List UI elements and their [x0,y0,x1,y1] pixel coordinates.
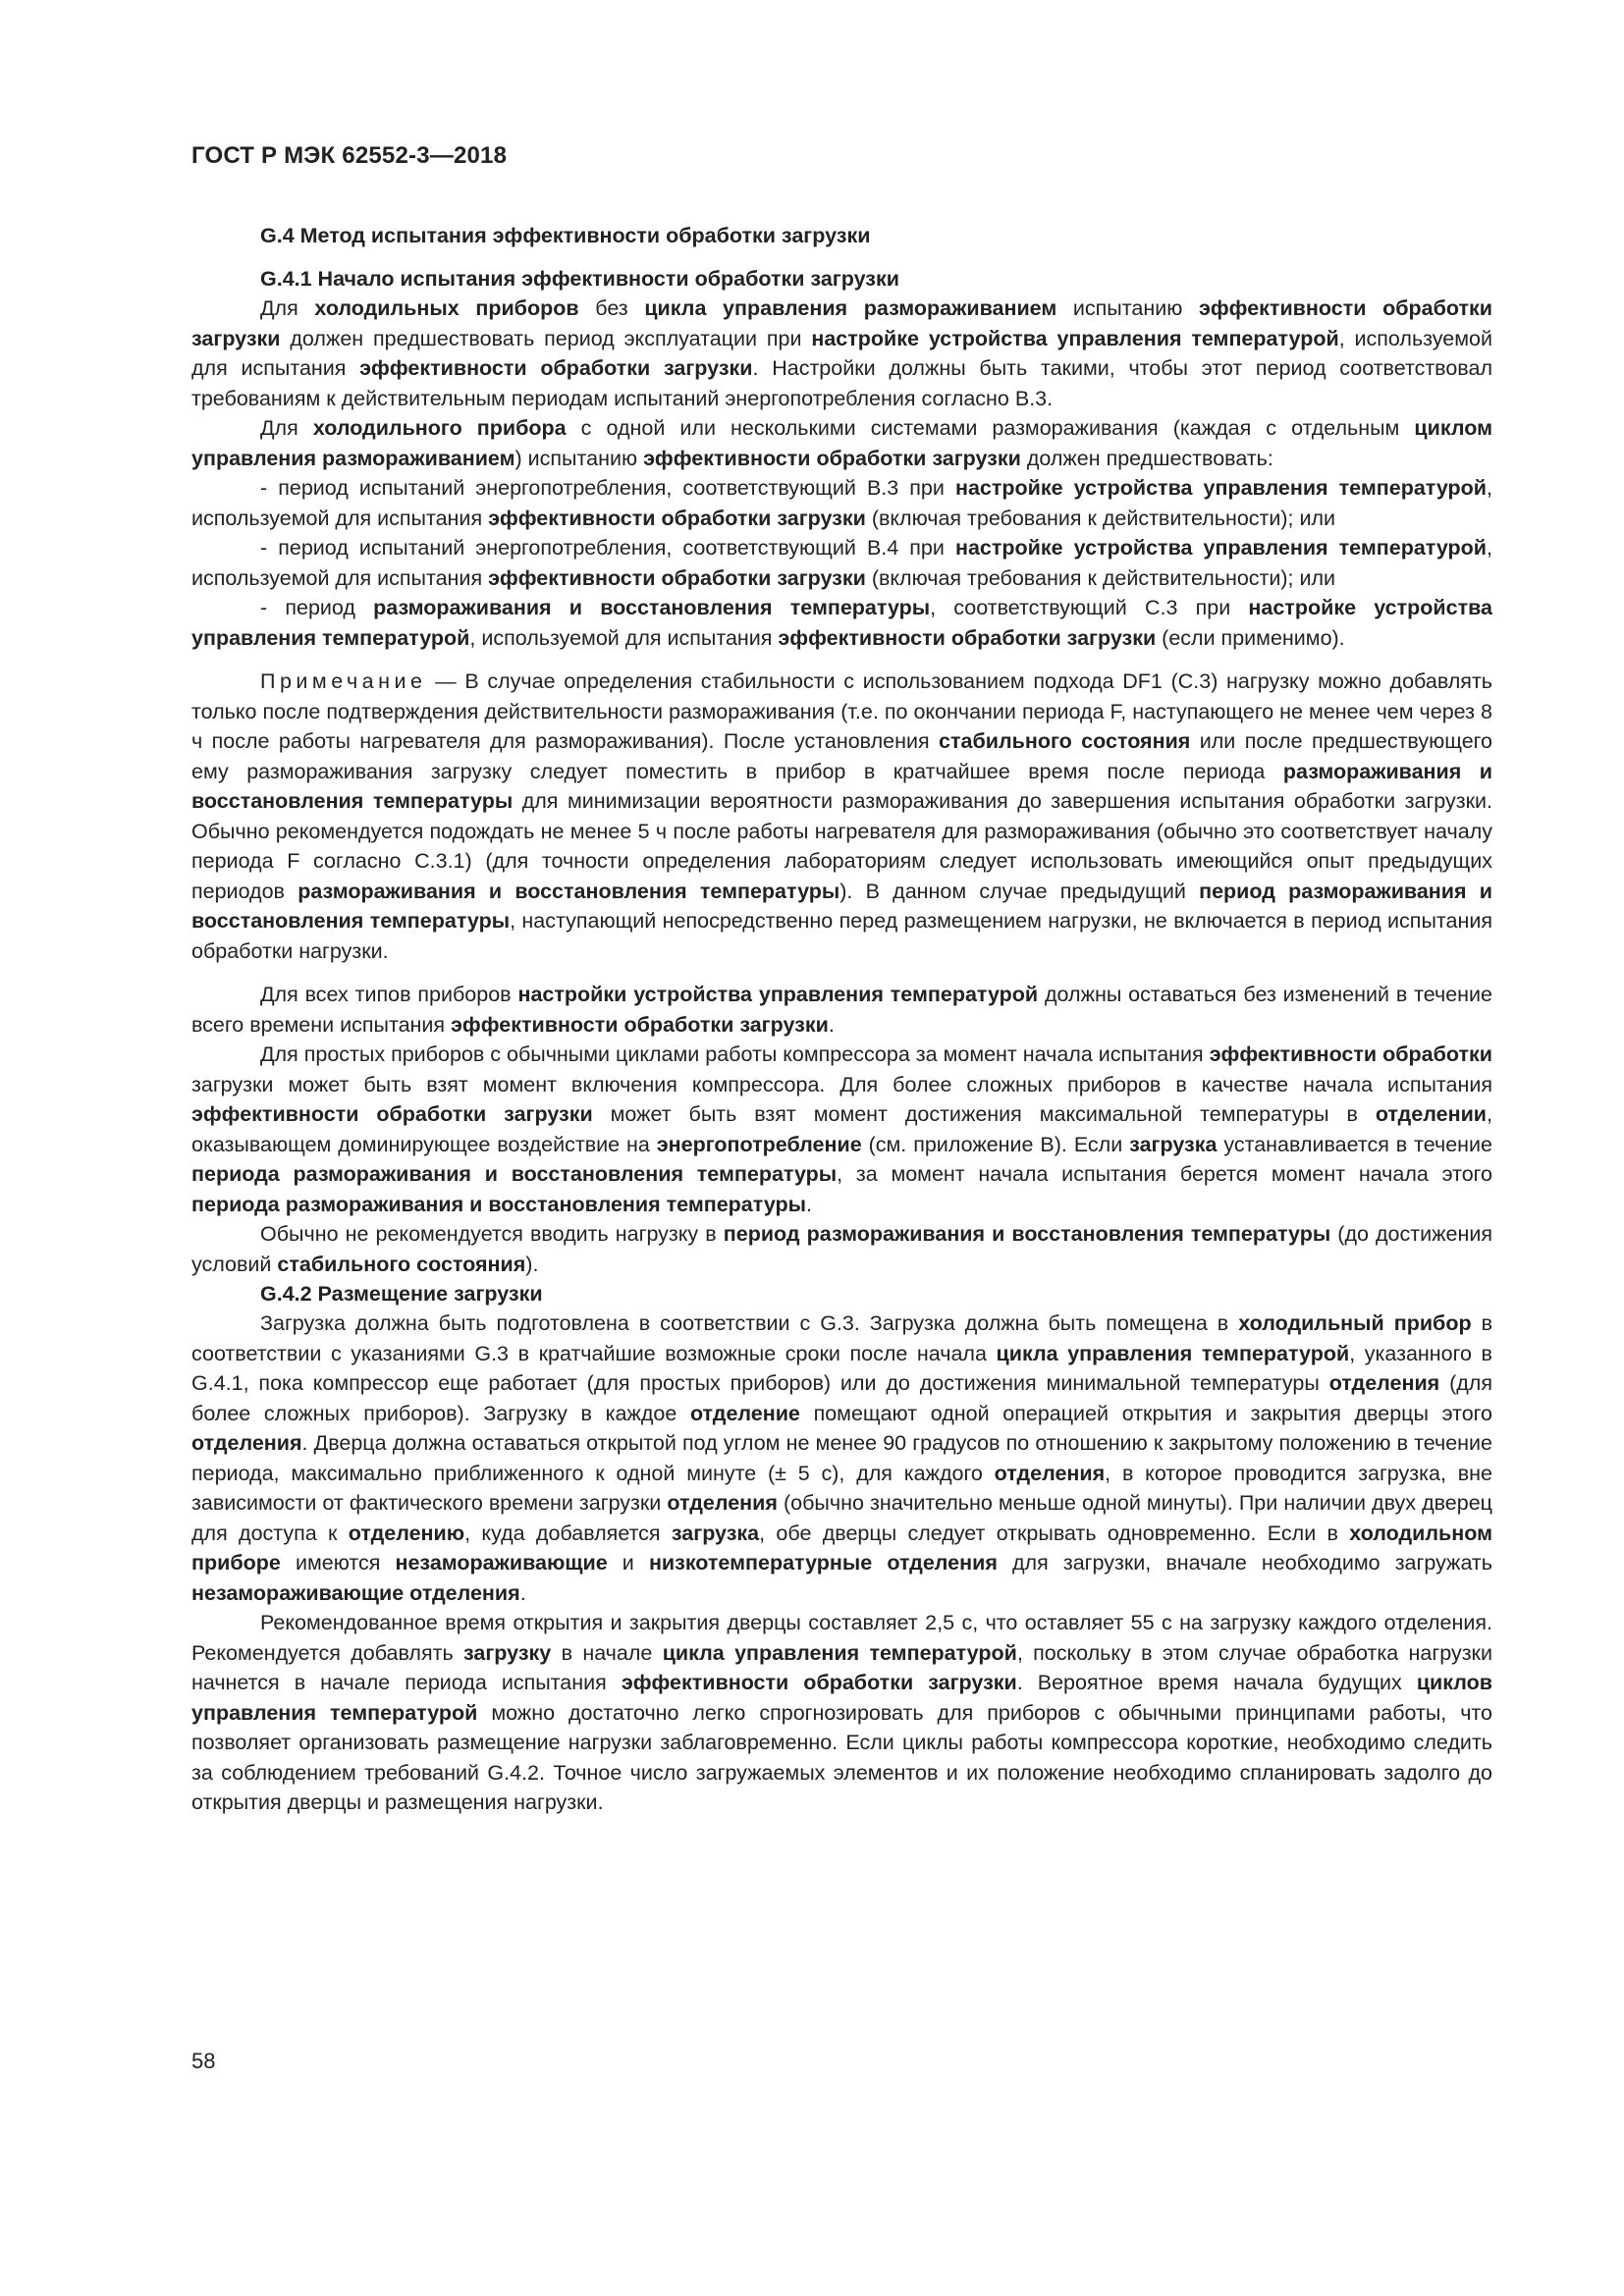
subsection-heading-g42: G.4.2 Размещение загрузки [260,1282,543,1306]
list-item: - период испытаний энергопотребления, соответствующий В.3 при настройке устройства управления температурой, используемой для испытания эффективности обработки загрузки (включая требования к действительности); или [191,476,1492,530]
paragraph: Обычно не рекомендуется вводить нагрузку в период размораживания и восстановления температуры (до достижения условий стабильного состояния). [191,1222,1492,1276]
subsection-heading-g41: G.4.1 Начало испытания эффективности обработки загрузки [260,267,899,291]
section-heading: G.4 Метод испытания эффективности обработки загрузки [260,224,871,247]
paragraph: Рекомендованное время открытия и закрытия дверцы составляет 2,5 с, что оставляет 55 с на загрузку каждого отделения. Рекомендуется добавлять загрузку в начале цикла управления температурой, поскольку в этом случае обработка нагрузки начнется в начале периода испытания эффективности обработки загрузки. Вероятное время начала будущих циклов управления температурой можно достаточно легко спрогнозировать для приборов с обычными принципами работы, что позволяет организовать размещение нагрузки заблаговременно. Если циклы работы компрессора короткие, необходимо следить за соблюдением требований G.4.2. Точное число загружаемых элементов и их положение необходимо спланировать задолго до открытия дверцы и размещения нагрузки. [191,1611,1493,1814]
note-paragraph: Примечание — В случае определения стабильности с использованием подхода DF1 (С.3) нагрузку можно добавлять только после подтверждения действительности размораживания (т.е. по окончании периода F, наступающего не менее чем через 8 ч после работы нагревателя для размораживания). После установления стабильного состояния или после предшествующего ему размораживания загрузку следует поместить в прибор в кратчайшее время после периода размораживания и восстановления температуры для минимизации вероятности размораживания до завершения испытания обработки загрузки. Обычно рекомендуется подождать не менее 5 ч после работы нагревателя для размораживания (обычно это соответствует началу периода F согласно С.3.1) (для точности определения лабораториям следует использовать имеющийся опыт предыдущих периодов размораживания и восстановления температуры). В данном случае предыдущий период размораживания и восстановления температуры, наступающий непосредственно перед размещением нагрузки, не включается в период испытания обработки нагрузки. [191,669,1493,963]
page-number: 58 [191,2049,216,2073]
paragraph: Загрузка должна быть подготовлена в соответствии с G.3. Загрузка должна быть помещена в холодильный прибор в соответствии с указаниями G.3 в кратчайшие возможные сроки после начала цикла управления температурой, указанного в G.4.1, пока компрессор еще работает (для простых приборов) или до достижения минимальной температуры отделения (для более сложных приборов). Загрузку в каждое отделение помещают одной операцией открытия и закрытия дверцы этого отделения. Дверца должна оставаться открытой под углом не менее 90 градусов по отношению к закрытому положению в течение периода, максимально приближенного к одной минуте (± 5 с), для каждого отделения, в которое проводится загрузка, вне зависимости от фактического времени загрузки отделения (обычно значительно меньше одной минуты). При наличии двух дверец для доступа к отделению, куда добавляется загрузка, обе дверцы следует открывать одновременно. Если в холодильном приборе имеются незамораживающие и низкотемпературные отделения для загрузки, вначале необходимо загружать незамораживающие отделения. [191,1311,1493,1605]
document-page [191,142,1492,1818]
paragraph: Для холодильных приборов без цикла управления размораживанием испытанию эффективности обработки загрузки должен предшествовать период эксплуатации при настройке устройства управления температурой, используемой для испытания эффективности обработки загрузки. Настройки должны быть такими, чтобы этот период соответствовал требованиям к действительным периодам испытаний энергопотребления согласно В.3. [191,296,1492,410]
list-item: - период испытаний энергопотребления, соответствующий В.4 при настройке устройства управления температурой, используемой для испытания эффективности обработки загрузки (включая требования к действительности); или [191,536,1492,590]
paragraph: Для простых приборов с обычными циклами работы компрессора за момент начала испытания эффективности обработки загрузки может быть взят момент включения компрессора. Для более сложных приборов в качестве начала испытания эффективности обработки загрузки может быть взят момент достижения максимальной температуры в отделении, оказывающем доминирующее воздействие на энергопотребление (см. приложение В). Если загрузка устанавливается в течение периода размораживания и восстановления температуры, за момент начала испытания берется момент начала этого периода размораживания и восстановления температуры. [191,1042,1492,1216]
document-header: ГОСТ Р МЭК 62552-3—2018 [191,142,508,169]
list-item: - период размораживания и восстановления температуры, соответствующий С.3 при настройке устройства управления температурой, используемой для испытания эффективности обработки загрузки (если применимо). [191,596,1493,650]
paragraph: Для холодильного прибора с одной или несколькими системами размораживания (каждая с отдельным циклом управления размораживанием) испытанию эффективности обработки загрузки должен предшествовать: [191,416,1492,470]
note-label: Примечание [260,669,427,693]
paragraph: Для всех типов приборов настройки устройства управления температурой должны оставаться без изменений в течение всего времени испытания эффективности обработки загрузки. [191,983,1492,1037]
